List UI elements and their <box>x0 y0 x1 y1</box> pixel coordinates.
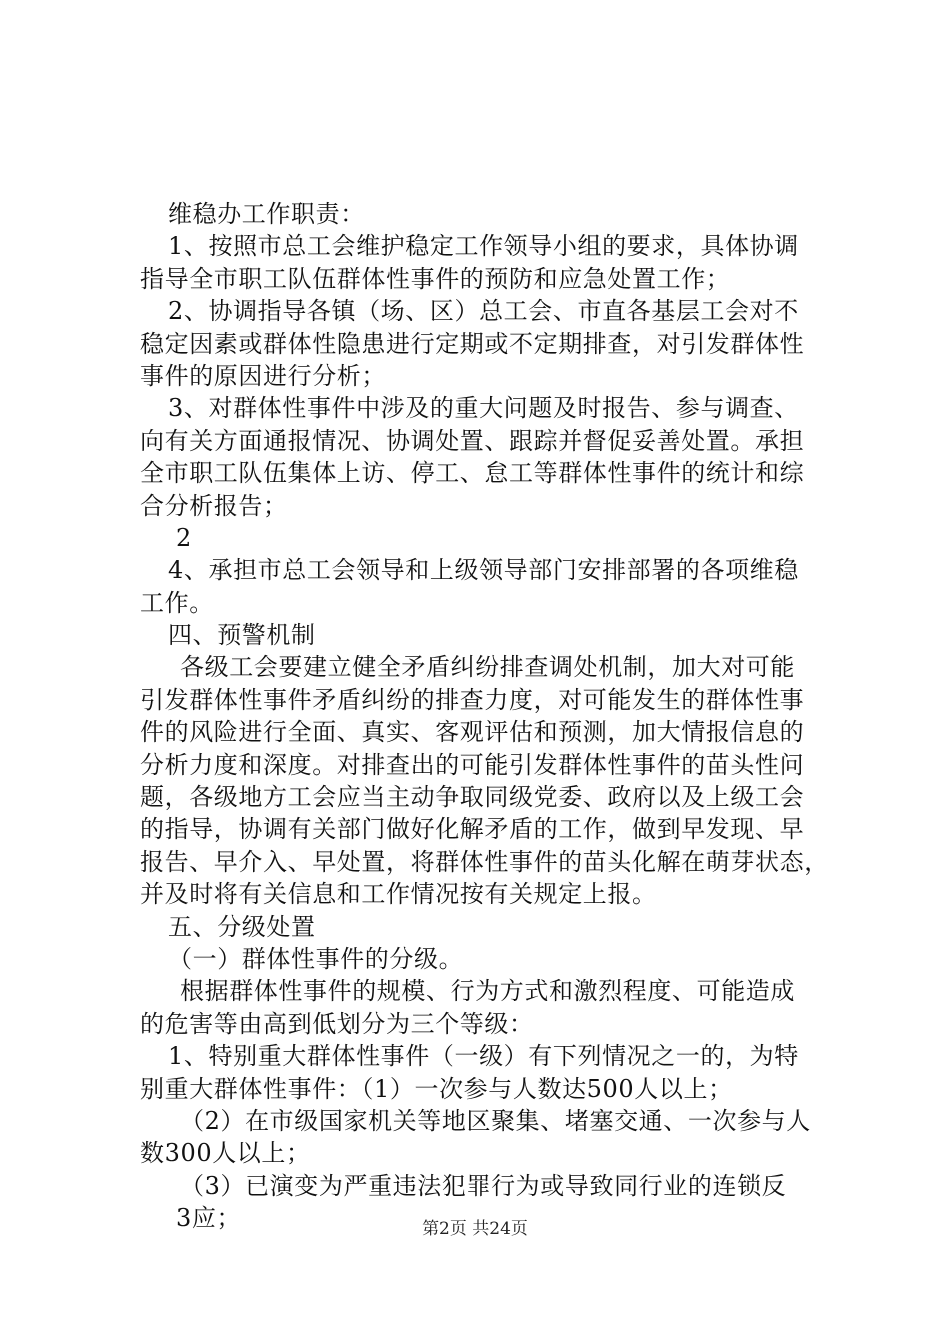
paragraph-line: 别重大群体性事件：（1）一次参与人数达500人以上； <box>140 1074 733 1103</box>
paragraph-line: 分析力度和深度。对排查出的可能引发群体性事件的苗头性问 <box>140 750 805 779</box>
paragraph-line: 2、协调指导各镇（场、区）总工会、市直各基层工会对不 <box>168 297 799 326</box>
paragraph-line: 指导全市职工队伍群体性事件的预防和应急处置工作； <box>140 264 731 293</box>
paragraph-line: 的危害等由高到低划分为三个等级： <box>140 1009 534 1038</box>
paragraph-line: （3）已演变为严重违法犯罪行为或导致同行业的连锁反 <box>180 1171 787 1200</box>
paragraph-line: 4、承担市总工会领导和上级领导部门安排部署的各项维稳 <box>168 556 799 585</box>
paragraph-line: 1、按照市总工会维护稳定工作领导小组的要求，具体协调 <box>168 232 799 261</box>
paragraph-line: 报告、早介入、早处置，将群体性事件的苗头化解在萌芽状态， <box>140 847 829 876</box>
paragraph-line: 3、对群体性事件中涉及的重大问题及时报告、参与调查、 <box>168 394 799 423</box>
section-heading-grading: 五、分级处置 <box>168 912 316 941</box>
paragraph-line: 各级工会要建立健全矛盾纠纷排查调处机制，加大对可能 <box>180 653 795 682</box>
paragraph-line: 根据群体性事件的规模、行为方式和激烈程度、可能造成 <box>180 977 795 1006</box>
paragraph-line: 事件的原因进行分析； <box>140 361 386 390</box>
paragraph-line: 件的风险进行全面、真实、客观评估和预测，加大情报信息的 <box>140 718 805 747</box>
paragraph-line: 合分析报告； <box>140 491 288 520</box>
section-heading-duties: 维稳办工作职责： <box>168 200 365 228</box>
paragraph-line: 引发群体性事件矛盾纠纷的排查力度，对可能发生的群体性事 <box>140 685 805 714</box>
document-body <box>140 198 840 1235</box>
paragraph-line: 数300人以上； <box>140 1139 311 1168</box>
paragraph-line: 向有关方面通报情况、协调处置、跟踪并督促妥善处置。承担 <box>140 426 805 455</box>
paragraph-line: 的指导，协调有关部门做好化解矛盾的工作，做到早发现、早 <box>140 815 805 844</box>
subsection-heading: （一）群体性事件的分级。 <box>168 944 464 973</box>
paragraph-line: 全市职工队伍集体上访、停工、怠工等群体性事件的统计和综 <box>140 459 805 488</box>
paragraph-line: 稳定因素或群体性隐患进行定期或不定期排查，对引发群体性 <box>140 329 805 358</box>
paragraph-line: 3应； <box>176 1204 242 1233</box>
paragraph-line: （2）在市级国家机关等地区聚集、堵塞交通、一次参与人 <box>180 1106 811 1135</box>
paragraph-line: 并及时将有关信息和工作情况按有关规定上报。 <box>140 880 657 909</box>
stray-page-number: 2 <box>176 523 192 552</box>
section-heading-warning: 四、预警机制 <box>168 621 316 650</box>
paragraph-line: 工作。 <box>140 588 214 617</box>
paragraph-line: 题，各级地方工会应当主动争取同级党委、政府以及上级工会 <box>140 783 805 812</box>
page-footer: 第2页 共24页 <box>422 1219 528 1239</box>
paragraph-line: 1、特别重大群体性事件（一级）有下列情况之一的，为特 <box>168 1042 799 1071</box>
